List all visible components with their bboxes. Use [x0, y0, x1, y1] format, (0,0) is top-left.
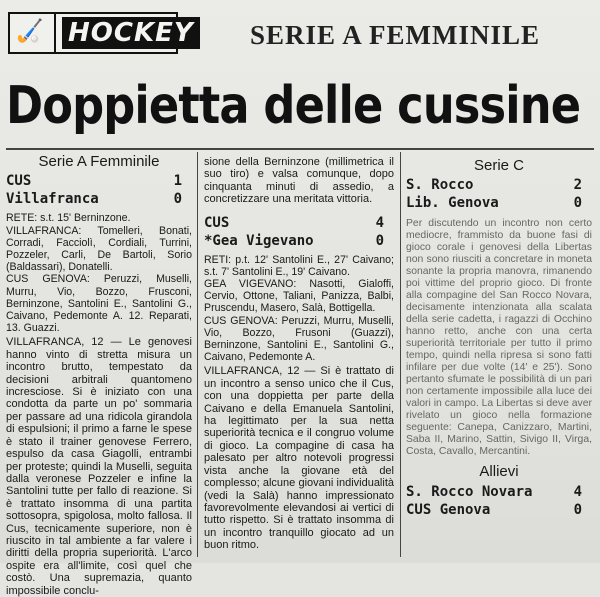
- hockey-logo: [8, 12, 194, 54]
- hockey-sticks-box: [10, 14, 56, 52]
- column-3-subhead: Serie C: [473, 157, 525, 174]
- headline: Doppietta delle cussine: [6, 76, 581, 136]
- column-1-subhead: Serie A Femminile: [38, 153, 160, 170]
- team-score: 0: [375, 232, 384, 249]
- article-body: VILLAFRANCA, 12 — Le genovesi hanno vinto di stretta misura un incontro brutto, tempestato da decisioni arbitrali quantomeno incresciose. Si è iniziato con una condotta da parte un po' sommaria per passare ad una ridicola girandola di espulsioni; il primo a farne le spese è stato il trainer genovese Ferrero, espulso da casa Giagolli, entrambi per proteste; quindi la Muselli, seguita dalla veronese Pozzeler e infine la Santolini tutte per fallo di reazione. Si è trattato insomma di una partita sottosopra, spigolosa, molto fallosa. Il Cus, tecnicamente superiore, non è riuscito in tal ambiente a far valere i diritti della propria superiorità. L'arco ospite era all'limite, così quel che costò. Una supremazia, quanto impossibile conclu-: [6, 336, 192, 597]
- team-name: Lib. Genova: [406, 195, 499, 212]
- column-2: [204, 156, 394, 552]
- team-score: 0: [573, 195, 582, 212]
- article-continuation: sione della Berninzone (millimetrica il suo tiro) e valsa comunque, dopo cinquanta minuti di assedio, a concretizzare una meritata vittoria.: [204, 156, 394, 206]
- team-score: 4: [573, 483, 582, 500]
- team-name: S. Rocco: [406, 177, 474, 194]
- result-row: [406, 176, 592, 194]
- team-name: S. Rocco Novara: [406, 483, 533, 500]
- article-body: VILLAFRANCA, 12 — Si è trattato di un incontro a senso unico che il Cus, con una doppietta per parte della Caivano e della Emanuela Santolini, ha legittimato per la sua netta superiorità tecnica e il congruo volume di gioco. La compagine di casa ha palesato per altro notevoli progressi vista anche la giovane età del complesso; alcune giovani individualità (vedi la Salà) hanno impressionato favorevolmente elevandosi ai vertici di tutto rispetto. Si è trattato insomma di un incontro tranquillo giocato ad un buon ritmo.: [204, 365, 394, 552]
- result-row: [6, 190, 192, 208]
- column-3: [406, 157, 592, 519]
- team-score: 0: [173, 191, 182, 208]
- lineup-home: CUS GENOVA: Peruzzi, Murru, Muselli, Vio, Bozzo, Frusoni (Guazzi), Berninzone, Santolini E., Santolini G., Caivano, Pedemonte A.: [204, 314, 394, 364]
- team-score: 2: [573, 177, 582, 194]
- lineup-home: CUS GENOVA: Peruzzi, Muselli, Murru, Vio, Bozzo, Frusconi, Berninzone, Santolini E., Santolini G., Caivano, Pedemonte A. 12. Reparati, 13. Guazzi.: [6, 273, 192, 335]
- team-name: *Gea Vigevano: [204, 232, 314, 249]
- scorers: RETE: s.t. 15' Berninzone.: [6, 212, 131, 225]
- team-name: CUS: [204, 214, 230, 231]
- section-title: SERIE A FEMMINILE: [250, 20, 541, 50]
- hockey-sticks-icon: 🏑: [16, 19, 44, 44]
- result-row: [204, 214, 394, 232]
- scorers: RETI: p.t. 12' Santolini E., 27' Caivano; s.t. 7' Santolini E., 19' Caivano.: [204, 253, 394, 278]
- column-divider: [400, 152, 401, 557]
- team-score: 0: [573, 501, 582, 518]
- result-row: [406, 483, 592, 501]
- team-name: CUS: [6, 173, 32, 190]
- column-1: [6, 153, 192, 597]
- result-row: [6, 172, 192, 190]
- result-row: [406, 501, 592, 519]
- team-name: Villafranca: [6, 191, 99, 208]
- column-3-subhead-2: Allievi: [479, 463, 519, 481]
- team-name: CUS Genova: [406, 501, 491, 518]
- logo-text: HOCKEY: [62, 17, 200, 49]
- result-row: [204, 232, 394, 250]
- article-body: Per discutendo un incontro non certo mediocre, frammisto da buone fasi di gioco corale i genovesi della Libertas non sono riusciti a concretare in moneta sonante la propria manovra, rimanendo poi vittime del proprio gioco. Di fronte alla compagine del San Rocco Novara, decisamente intenzionata alla scalata della serie cadetta, i ragazzi di Occhino hanno retto, anche con una certa superiorità territoriale per tutto il primo tempo, quindi nella ripresa si sono fatti infilare per due volte (14' e 25'). Sono pertanto sfumate le possibilità di un pari non certamente impossibile alla luce dei valori in campo. La Libertas si deve aver rivelato un gioco nella formazione seguente: Canepa, Canizzaro, Martini, Saba II, Marino, Sattin, Sivigo II, Virga, Costa, Cavallo, Mercantini.: [406, 218, 592, 458]
- column-divider: [197, 152, 198, 557]
- lineup-away: GEA VIGEVANO: Nasotti, Gialoffi, Cervio, Ottone, Taliani, Panizza, Balbi, Pruscendu, Masero, Salà, Bottigella.: [204, 278, 394, 315]
- team-score: 1: [173, 173, 182, 190]
- divider-horizontal: [6, 148, 594, 150]
- team-score: 4: [375, 214, 384, 231]
- result-row: [406, 194, 592, 212]
- lineup-away: VILLAFRANCA: Tomelleri, Bonati, Corradi, Facciolì, Cordiali, Turrini, Pozzeler, Carli, De Bartoli, Sorio (Baldassari), Donatelli.: [6, 224, 192, 274]
